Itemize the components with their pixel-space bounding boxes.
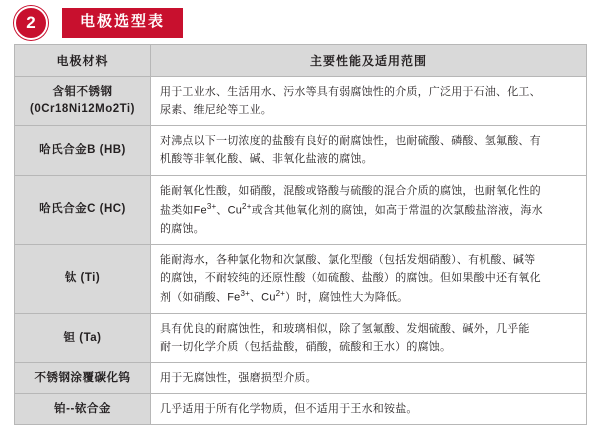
description-line: 对沸点以下一切浓度的盐酸有良好的耐腐蚀性，也耐硫酸、磷酸、氢氟酸、有	[160, 135, 541, 148]
cell-material	[15, 363, 151, 394]
table-header-row	[15, 45, 587, 77]
column-header-description: 主要性能及适用范围	[151, 45, 587, 77]
description-line: 用于工业水、生活用水、污水等具有弱腐蚀性的介质，广泛用于石油、化工、	[160, 86, 541, 98]
page-header	[0, 0, 600, 44]
material-line: (0Cr18Ni12Mo2Ti)	[30, 103, 135, 116]
electrode-selection-table	[14, 44, 587, 425]
description-line: 的腐蚀，不耐较纯的还原性酸（如硫酸、盐酸）的腐蚀。但如果酸中还有氧化	[160, 271, 541, 284]
description-line: 用于无腐蚀性，强磨损型介质。	[160, 372, 317, 384]
material-line: 不锈钢涂覆碳化钨	[34, 371, 131, 384]
material-line: (Ti)	[80, 272, 101, 285]
cell-material	[15, 313, 151, 362]
description-line: 的腐蚀。	[160, 222, 205, 235]
material-line: (HB)	[99, 144, 126, 157]
material-line: 哈氏合金B	[39, 144, 96, 157]
cell-material	[15, 77, 151, 126]
section-number-badge: 2	[14, 6, 48, 40]
material-line: 钛	[64, 272, 77, 285]
cell-material	[15, 175, 151, 244]
description-line: 机酸等非氧化酸、碱、非氧化盐液的腐蚀。	[160, 153, 373, 166]
description-line: 盐类如$Fe^{3+}$、$Cu^{2+}$或含其他氧化剂的腐蚀，如高于常温的次氯酸盐溶液，海水	[160, 201, 543, 217]
table-row	[15, 313, 587, 362]
description-line: 剂（如硝酸、$Fe^{3+}$、$Cu^{2+}$）时，腐蚀性大为降低。	[160, 288, 409, 304]
table-container	[0, 44, 600, 425]
cell-description	[151, 394, 587, 425]
description-line: 具有优良的耐腐蚀性，和玻璃相似，除了氢氟酸、发烟硫酸、碱外，几乎能	[160, 322, 530, 335]
material-line: 钽	[63, 331, 76, 344]
table-body	[15, 77, 587, 425]
cell-description	[151, 77, 587, 126]
column-header-material: 电极材料	[15, 45, 151, 77]
description-line: 耐一切化学介质（包括盐酸，硝酸，硫酸和王水）的腐蚀。	[160, 340, 452, 353]
cell-material	[15, 394, 151, 425]
cell-description	[151, 363, 587, 394]
table-row	[15, 244, 587, 313]
material-line: 铂--铱合金	[54, 402, 111, 415]
material-line: 含钼不锈钢	[52, 86, 113, 99]
table-row	[15, 363, 587, 394]
description-line: 能耐海水，各种氯化物和次氯酸、氯化型酸（包括发烟硝酸）、有机酸、碱等	[160, 253, 536, 266]
cell-material	[15, 126, 151, 175]
material-line: (HC)	[99, 203, 126, 216]
material-line: 哈氏合金C	[39, 203, 96, 216]
table-row	[15, 126, 587, 175]
cell-description	[151, 244, 587, 313]
table-row	[15, 175, 587, 244]
cell-description	[151, 313, 587, 362]
material-line: (Ta)	[79, 331, 102, 344]
cell-description	[151, 126, 587, 175]
table-head	[15, 45, 587, 77]
description-line: 尿素、维尼纶等工业。	[160, 104, 272, 117]
description-line: 能耐氧化性酸，如硝酸，混酸或铬酸与硫酸的混合介质的腐蚀，也耐氧化性的	[160, 184, 541, 197]
table-row	[15, 394, 587, 425]
description-line: 几乎适用于所有化学物质，但不适用于王水和铵盐。	[160, 403, 418, 416]
cell-material	[15, 244, 151, 313]
page-title: 电极选型表	[62, 8, 183, 38]
table-row	[15, 77, 587, 126]
cell-description	[151, 175, 587, 244]
